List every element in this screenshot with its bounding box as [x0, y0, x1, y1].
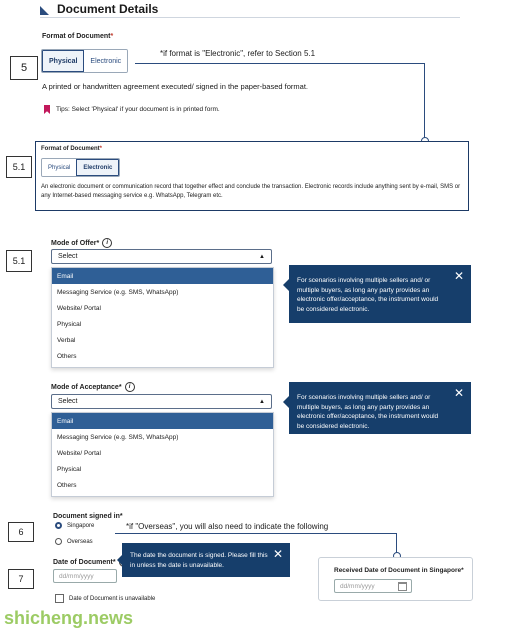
received-date-input[interactable]	[334, 579, 412, 593]
format-electronic-label-text: Format of Document	[41, 146, 100, 152]
info-icon[interactable]: i	[125, 382, 135, 392]
mode-of-acceptance-dropdown	[51, 412, 274, 497]
format-electronic-label	[41, 146, 102, 152]
radio-overseas-label: Overseas	[67, 539, 93, 546]
offer-option-physical[interactable]: Physical	[57, 320, 82, 328]
offer-option-email[interactable]: Email	[52, 268, 273, 284]
mode-of-offer-dropdown	[51, 267, 274, 368]
acceptance-tooltip-arrow	[283, 396, 289, 408]
offer-tooltip	[289, 265, 471, 323]
acceptance-tooltip-text: For scenarios involving multiple sellers and/ or multiple buyers, as long any party provides an electronic offer/acceptance, the instrument would be considered electronic.	[297, 394, 439, 430]
acceptance-option-messaging[interactable]: Messaging Service (e.g. SMS, WhatsApp)	[57, 433, 179, 441]
checkbox-icon	[55, 594, 64, 603]
electronic-format-panel	[35, 141, 469, 211]
mode-of-offer-value: Select	[58, 253, 78, 260]
mode-of-offer-label-text: Mode of Offer	[51, 239, 97, 247]
format-option-physical[interactable]: Physical	[42, 50, 84, 72]
offer-tooltip-arrow	[283, 279, 289, 291]
offer-option-others[interactable]: Others	[57, 352, 77, 360]
date-of-document-label-text: Date of Document	[53, 558, 113, 566]
radio-checked-icon	[55, 522, 62, 529]
offer-option-messaging[interactable]: Messaging Service (e.g. SMS, WhatsApp)	[57, 288, 179, 296]
required-mark: *	[110, 33, 114, 40]
close-icon[interactable]: ✕	[453, 269, 464, 283]
step-marker-5-1-a: 5.1	[6, 156, 32, 178]
format-option-physical[interactable]: Physical	[42, 159, 76, 176]
date-unavailable-checkbox-row[interactable]	[55, 594, 155, 603]
offer-option-verbal[interactable]: Verbal	[57, 336, 76, 344]
mode-of-acceptance-label	[51, 382, 135, 392]
document-signed-label-text: Document signed in	[53, 513, 120, 520]
page-title: Document Details	[57, 2, 159, 16]
received-date-label-text: Received Date of Document in Singapore	[334, 567, 462, 574]
step-marker-5-1-b: 5.1	[6, 250, 32, 272]
overseas-annotation: *if "Overseas", you will also need to indicate the following	[126, 522, 329, 531]
step-marker-7: 7	[8, 569, 34, 589]
radio-singapore[interactable]	[55, 522, 94, 529]
acceptance-option-website[interactable]: Website/ Portal	[57, 449, 101, 457]
bookmark-icon	[44, 105, 50, 114]
header-divider	[40, 17, 460, 18]
electronic-annotation: *if format is "Electronic", refer to Section 5.1	[160, 49, 316, 58]
radio-singapore-label: Singapore	[67, 523, 95, 530]
required-mark: *	[96, 239, 100, 247]
mode-of-acceptance-value: Select	[58, 398, 78, 405]
step-marker-6: 6	[8, 522, 34, 542]
radio-unchecked-icon	[55, 538, 62, 545]
acceptance-option-physical[interactable]: Physical	[57, 465, 82, 473]
document-signed-label	[53, 513, 123, 520]
received-date-panel	[318, 557, 473, 601]
format-option-electronic[interactable]: Electronic	[84, 50, 127, 72]
radio-overseas[interactable]	[55, 538, 93, 545]
received-date-placeholder: dd/mm/yyyy	[340, 582, 375, 590]
format-electronic-toggle	[41, 158, 120, 177]
date-tooltip	[122, 543, 290, 577]
date-unavailable-label: Date of Document is unavailable	[69, 596, 156, 603]
date-of-document-input[interactable]: dd/mm/yyyy	[53, 569, 117, 583]
received-date-label	[334, 567, 464, 574]
caret-up-icon: ▲	[259, 398, 265, 405]
date-tooltip-text: The date the document is signed. Please fill this in unless the date is unavailable.	[130, 552, 268, 569]
required-mark: *	[119, 513, 123, 520]
format-electronic-description: An electronic document or communication record that together effect and conclude the transaction. Electronic records include anything sent by e-mail, SMS or any Internet-based messaging service e.g. WhatsApp, Telegram etc.	[41, 184, 461, 199]
mode-of-offer-label	[51, 238, 112, 248]
format-option-electronic[interactable]: Electronic	[76, 159, 119, 176]
acceptance-option-email[interactable]: Email	[52, 413, 273, 429]
format-label	[42, 33, 113, 40]
header-arrow-icon	[40, 6, 49, 15]
overseas-line-h	[115, 533, 397, 534]
close-icon[interactable]: ✕	[272, 547, 283, 561]
acceptance-option-others[interactable]: Others	[57, 481, 77, 489]
required-mark: *	[118, 383, 122, 391]
calendar-icon	[398, 582, 407, 591]
offer-tooltip-text: For scenarios involving multiple sellers and/ or multiple buyers, as long any party provides an electronic offer/acceptance, the instrument would be considered electronic.	[297, 277, 439, 313]
offer-option-website[interactable]: Website/ Portal	[57, 304, 101, 312]
format-tip: Tips: Select 'Physical' if your document is in printed form.	[56, 106, 220, 113]
watermark: shicheng.news	[4, 608, 134, 628]
caret-up-icon: ▲	[259, 253, 265, 260]
required-mark: *	[112, 558, 116, 566]
annotation-line-h	[135, 63, 425, 64]
format-description: A printed or handwritten agreement executed/ signed in the paper-based format.	[42, 82, 308, 91]
mode-of-acceptance-select[interactable]	[51, 394, 272, 409]
required-mark: *	[99, 146, 103, 152]
mode-of-acceptance-label-text: Mode of Acceptance	[51, 383, 119, 391]
format-label-text: Format of Document	[42, 33, 111, 40]
step-marker-5: 5	[10, 56, 38, 80]
format-toggle	[41, 49, 128, 73]
close-icon[interactable]: ✕	[453, 386, 464, 400]
mode-of-offer-select[interactable]	[51, 249, 272, 264]
date-tooltip-arrow	[117, 555, 122, 565]
required-mark: *	[461, 567, 464, 574]
acceptance-tooltip	[289, 382, 471, 434]
annotation-line-v	[424, 63, 425, 140]
info-icon[interactable]: i	[102, 238, 112, 248]
